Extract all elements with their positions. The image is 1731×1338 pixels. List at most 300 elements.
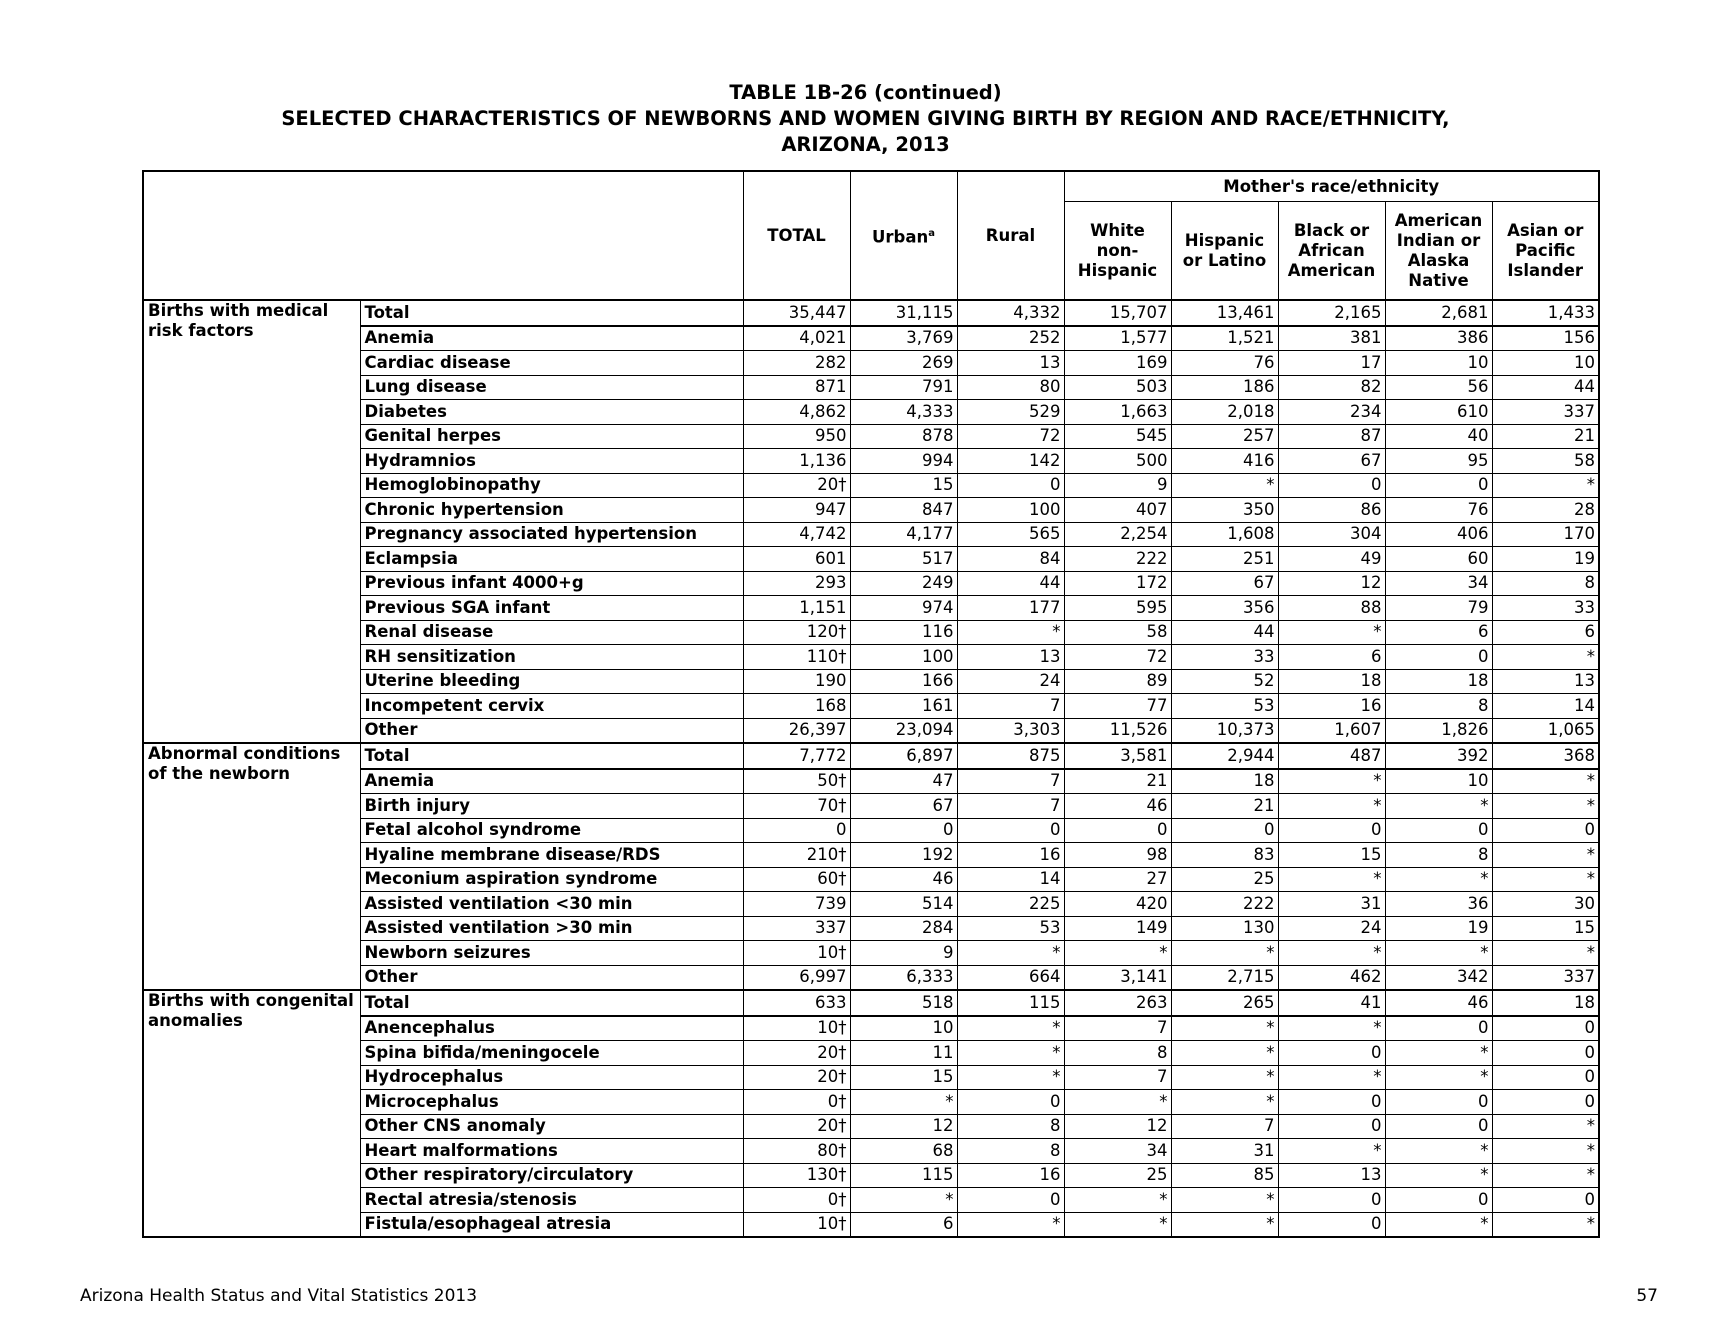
table-cell: 0	[1385, 645, 1492, 670]
table-cell: 72	[957, 424, 1064, 449]
table-cell: 130†	[743, 1163, 850, 1188]
table-cell: 169	[1064, 351, 1171, 376]
table-cell: 27	[1064, 867, 1171, 892]
table-cell: 871	[743, 375, 850, 400]
row-label: Eclampsia	[360, 547, 743, 572]
column-header-urban: Urban$^a$	[850, 171, 957, 300]
table-cell: 7	[957, 769, 1064, 794]
row-label: Hydramnios	[360, 449, 743, 474]
row-label: Newborn seizures	[360, 941, 743, 966]
table-cell: 337	[743, 916, 850, 941]
table-row	[143, 694, 1599, 719]
table-cell: 192	[850, 843, 957, 868]
table-cell: 33	[1492, 596, 1599, 621]
table-cell: 110†	[743, 645, 850, 670]
table-cell: 35,447	[743, 300, 850, 326]
row-label: Other respiratory/circulatory	[360, 1163, 743, 1188]
table-cell: *	[1385, 1139, 1492, 1164]
column-header-asian: Asian or Pacific Islander	[1492, 202, 1599, 301]
table-cell: 500	[1064, 449, 1171, 474]
table-cell: 284	[850, 916, 957, 941]
table-cell: 950	[743, 424, 850, 449]
table-cell: 263	[1064, 990, 1171, 1016]
table-cell: 28	[1492, 498, 1599, 523]
row-label: Hyaline membrane disease/RDS	[360, 843, 743, 868]
table-cell: 0	[1171, 818, 1278, 843]
table-cell: 0	[1278, 1041, 1385, 1066]
table-cell: 4,742	[743, 522, 850, 547]
table-cell: 72	[1064, 645, 1171, 670]
table-cell: 33	[1171, 645, 1278, 670]
column-header-black: Black or African American	[1278, 202, 1385, 301]
row-label: Anemia	[360, 769, 743, 794]
table-row	[143, 718, 1599, 743]
table-cell: 161	[850, 694, 957, 719]
table-cell: *	[957, 620, 1064, 645]
table-cell: 16	[957, 843, 1064, 868]
table-row	[143, 620, 1599, 645]
table-cell: 10	[850, 1016, 957, 1041]
table-cell: 2,254	[1064, 522, 1171, 547]
table-cell: 234	[1278, 400, 1385, 425]
row-label: Previous SGA infant	[360, 596, 743, 621]
table-cell: 13	[1278, 1163, 1385, 1188]
table-cell: 0	[1385, 818, 1492, 843]
table-cell: 44	[957, 571, 1064, 596]
table-cell: 1,826	[1385, 718, 1492, 743]
row-label: Total	[360, 300, 743, 326]
table-cell: *	[1385, 1212, 1492, 1237]
table-cell: 3,769	[850, 326, 957, 351]
table-cell: 342	[1385, 965, 1492, 990]
table-cell: 40	[1385, 424, 1492, 449]
table-cell: 120†	[743, 620, 850, 645]
row-label: RH sensitization	[360, 645, 743, 670]
table-cell: 46	[1385, 990, 1492, 1016]
table-cell: 14	[957, 867, 1064, 892]
table-cell: 34	[1385, 571, 1492, 596]
row-label: Anencephalus	[360, 1016, 743, 1041]
row-label: Heart malformations	[360, 1139, 743, 1164]
table-cell: 1,577	[1064, 326, 1171, 351]
table-cell: 8	[1064, 1041, 1171, 1066]
table-cell: 1,151	[743, 596, 850, 621]
table-subtitle: SELECTED CHARACTERISTICS OF NEWBORNS AND WOMEN GIVING BIRTH BY REGION AND RACE/ETHNICITY,	[281, 107, 1450, 130]
column-header-white: White non-Hispanic	[1064, 202, 1171, 301]
table-cell: 83	[1171, 843, 1278, 868]
table-cell: 0	[1385, 1114, 1492, 1139]
table-cell: 6	[1492, 620, 1599, 645]
table-cell: 4,862	[743, 400, 850, 425]
table-cell: 529	[957, 400, 1064, 425]
table-cell: *	[1492, 1212, 1599, 1237]
table-cell: 8	[1492, 571, 1599, 596]
row-label: Spina bifida/meningocele	[360, 1041, 743, 1066]
header-blank-cell	[143, 171, 743, 300]
table-cell: 19	[1492, 547, 1599, 572]
table-cell: 3,581	[1064, 743, 1171, 769]
table-row	[143, 424, 1599, 449]
table-cell: 875	[957, 743, 1064, 769]
table-cell: 177	[957, 596, 1064, 621]
table-row	[143, 449, 1599, 474]
table-cell: 13	[1492, 669, 1599, 694]
table-cell: 30	[1492, 892, 1599, 917]
table-cell: 19	[1385, 916, 1492, 941]
table-cell: 53	[957, 916, 1064, 941]
table-cell: 14	[1492, 694, 1599, 719]
row-label: Anemia	[360, 326, 743, 351]
table-cell: 545	[1064, 424, 1171, 449]
table-cell: 10	[1385, 769, 1492, 794]
table-row	[143, 1016, 1599, 1041]
table-cell: 34	[1064, 1139, 1171, 1164]
table-cell: *	[1385, 1065, 1492, 1090]
table-cell: 595	[1064, 596, 1171, 621]
table-row	[143, 990, 1599, 1016]
table-cell: 0	[1278, 818, 1385, 843]
table-cell: 20†	[743, 1114, 850, 1139]
table-cell: 95	[1385, 449, 1492, 474]
table-cell: 21	[1064, 769, 1171, 794]
row-label: Assisted ventilation >30 min	[360, 916, 743, 941]
table-cell: 0	[1278, 1188, 1385, 1213]
table-cell: *	[1278, 1016, 1385, 1041]
table-cell: 41	[1278, 990, 1385, 1016]
table-cell: 170	[1492, 522, 1599, 547]
table-cell: 13	[957, 645, 1064, 670]
table-row	[143, 547, 1599, 572]
row-label: Fetal alcohol syndrome	[360, 818, 743, 843]
table-cell: 31	[1171, 1139, 1278, 1164]
table-cell: *	[957, 1016, 1064, 1041]
table-cell: 1,433	[1492, 300, 1599, 326]
table-cell: 58	[1492, 449, 1599, 474]
table-cell: 282	[743, 351, 850, 376]
table-cell: 76	[1385, 498, 1492, 523]
table-cell: 386	[1385, 326, 1492, 351]
table-cell: 11	[850, 1041, 957, 1066]
table-cell: *	[1492, 473, 1599, 498]
table-cell: 2,944	[1171, 743, 1278, 769]
table-row	[143, 965, 1599, 990]
row-label: Cardiac disease	[360, 351, 743, 376]
table-cell: 304	[1278, 522, 1385, 547]
table-cell: 20†	[743, 1065, 850, 1090]
table-cell: 356	[1171, 596, 1278, 621]
table-cell: 0	[957, 1090, 1064, 1115]
table-cell: 31,115	[850, 300, 957, 326]
table-cell: 10†	[743, 941, 850, 966]
row-group-label: Abnormal conditions of the newborn	[143, 743, 360, 990]
table-row	[143, 1212, 1599, 1237]
row-label: Other	[360, 718, 743, 743]
table-cell: 15,707	[1064, 300, 1171, 326]
table-cell: 52	[1171, 669, 1278, 694]
table-cell: 1,521	[1171, 326, 1278, 351]
table-cell: 994	[850, 449, 957, 474]
table-row	[143, 769, 1599, 794]
table-cell: 0	[1278, 473, 1385, 498]
row-label: Rectal atresia/stenosis	[360, 1188, 743, 1213]
table-cell: 10†	[743, 1016, 850, 1041]
table-cell: *	[957, 1065, 1064, 1090]
table-cell: 0	[1278, 1090, 1385, 1115]
row-label: Uterine bleeding	[360, 669, 743, 694]
table-row	[143, 375, 1599, 400]
table-cell: *	[1171, 1090, 1278, 1115]
table-cell: 601	[743, 547, 850, 572]
table-cell: *	[1064, 1188, 1171, 1213]
table-cell: *	[1278, 941, 1385, 966]
row-label: Birth injury	[360, 794, 743, 819]
table-cell: *	[1171, 1212, 1278, 1237]
table-cell: 12	[1278, 571, 1385, 596]
table-cell: *	[1278, 620, 1385, 645]
table-cell: 15	[850, 1065, 957, 1090]
row-label: Chronic hypertension	[360, 498, 743, 523]
table-cell: 847	[850, 498, 957, 523]
table-cell: 337	[1492, 400, 1599, 425]
table-cell: *	[1278, 1065, 1385, 1090]
row-label: Incompetent cervix	[360, 694, 743, 719]
table-cell: 25	[1064, 1163, 1171, 1188]
table-cell: 0	[1492, 1188, 1599, 1213]
table-row	[143, 400, 1599, 425]
table-cell: 0	[1385, 1090, 1492, 1115]
table-cell: 252	[957, 326, 1064, 351]
table-cell: *	[1171, 1188, 1278, 1213]
table-cell: *	[1064, 1212, 1171, 1237]
table-cell: 156	[1492, 326, 1599, 351]
table-cell: 4,021	[743, 326, 850, 351]
table-cell: 293	[743, 571, 850, 596]
table-cell: 49	[1278, 547, 1385, 572]
table-cell: 53	[1171, 694, 1278, 719]
column-header-total: TOTAL	[743, 171, 850, 300]
table-cell: *	[1492, 843, 1599, 868]
table-cell: *	[1492, 1114, 1599, 1139]
table-cell: 56	[1385, 375, 1492, 400]
table-cell: 44	[1492, 375, 1599, 400]
row-label: Renal disease	[360, 620, 743, 645]
table-row	[143, 473, 1599, 498]
table-cell: 10,373	[1171, 718, 1278, 743]
row-label: Meconium aspiration syndrome	[360, 867, 743, 892]
table-cell: 67	[1278, 449, 1385, 474]
table-cell: 24	[1278, 916, 1385, 941]
table-cell: 222	[1064, 547, 1171, 572]
row-label: Other CNS anomaly	[360, 1114, 743, 1139]
table-cell: 514	[850, 892, 957, 917]
table-cell: 503	[1064, 375, 1171, 400]
table-cell: 265	[1171, 990, 1278, 1016]
table-cell: 6	[850, 1212, 957, 1237]
column-header-hispanic: Hispanic or Latino	[1171, 202, 1278, 301]
row-label: Lung disease	[360, 375, 743, 400]
table-cell: 0	[957, 818, 1064, 843]
table-cell: *	[957, 1041, 1064, 1066]
table-cell: *	[1492, 769, 1599, 794]
table-cell: *	[1064, 941, 1171, 966]
table-cell: 269	[850, 351, 957, 376]
table-row	[143, 1090, 1599, 1115]
table-cell: 13,461	[1171, 300, 1278, 326]
row-label: Total	[360, 990, 743, 1016]
row-group-label: Births with congenital anomalies	[143, 990, 360, 1237]
table-cell: 21	[1492, 424, 1599, 449]
table-row	[143, 1041, 1599, 1066]
table-cell: 610	[1385, 400, 1492, 425]
table-cell: *	[1492, 1163, 1599, 1188]
table-cell: 0	[957, 1188, 1064, 1213]
table-cell: 20†	[743, 1041, 850, 1066]
table-cell: 18	[1385, 669, 1492, 694]
table-body	[143, 300, 1599, 1237]
table-cell: 0	[1385, 1016, 1492, 1041]
table-cell: 0	[1492, 1090, 1599, 1115]
table-cell: *	[1385, 794, 1492, 819]
table-cell: 84	[957, 547, 1064, 572]
column-header-rural: Rural	[957, 171, 1064, 300]
table-cell: 12	[850, 1114, 957, 1139]
table-cell: *	[1171, 1016, 1278, 1041]
table-cell: 3,303	[957, 718, 1064, 743]
table-row	[143, 351, 1599, 376]
table-cell: 222	[1171, 892, 1278, 917]
table-cell: 89	[1064, 669, 1171, 694]
table-cell: 9	[1064, 473, 1171, 498]
table-cell: 487	[1278, 743, 1385, 769]
table-cell: 47	[850, 769, 957, 794]
table-cell: 1,608	[1171, 522, 1278, 547]
table-cell: 82	[1278, 375, 1385, 400]
table-cell: 18	[1171, 769, 1278, 794]
table-cell: 100	[850, 645, 957, 670]
table-cell: 462	[1278, 965, 1385, 990]
table-row	[143, 1139, 1599, 1164]
table-cell: 18	[1492, 990, 1599, 1016]
table-cell: 67	[1171, 571, 1278, 596]
row-label: Hemoglobinopathy	[360, 473, 743, 498]
table-cell: 60†	[743, 867, 850, 892]
table-row	[143, 1114, 1599, 1139]
table-cell: 46	[1064, 794, 1171, 819]
table-cell: *	[1385, 1163, 1492, 1188]
row-label: Total	[360, 743, 743, 769]
table-cell: 0	[1385, 473, 1492, 498]
table-cell: 416	[1171, 449, 1278, 474]
table-cell: 70†	[743, 794, 850, 819]
row-label: Assisted ventilation <30 min	[360, 892, 743, 917]
table-cell: 15	[1492, 916, 1599, 941]
table-cell: 6,997	[743, 965, 850, 990]
table-cell: 190	[743, 669, 850, 694]
table-row	[143, 1163, 1599, 1188]
table-cell: 0†	[743, 1188, 850, 1213]
table-cell: 98	[1064, 843, 1171, 868]
table-cell: 77	[1064, 694, 1171, 719]
table-cell: 67	[850, 794, 957, 819]
table-cell: 50†	[743, 769, 850, 794]
table-cell: 0	[1278, 1114, 1385, 1139]
table-row	[143, 498, 1599, 523]
table-cell: 2,715	[1171, 965, 1278, 990]
table-cell: 0	[1064, 818, 1171, 843]
table-cell: 20†	[743, 473, 850, 498]
table-cell: 3,141	[1064, 965, 1171, 990]
table-row	[143, 916, 1599, 941]
table-cell: 26,397	[743, 718, 850, 743]
table-cell: 79	[1385, 596, 1492, 621]
table-cell: 25	[1171, 867, 1278, 892]
table-cell: 407	[1064, 498, 1171, 523]
table-cell: 76	[1171, 351, 1278, 376]
table-cell: 8	[957, 1139, 1064, 1164]
table-cell: 24	[957, 669, 1064, 694]
table-cell: 31	[1278, 892, 1385, 917]
table-cell: 2,165	[1278, 300, 1385, 326]
row-label: Fistula/esophageal atresia	[360, 1212, 743, 1237]
table-cell: 168	[743, 694, 850, 719]
table-cell: 565	[957, 522, 1064, 547]
table-cell: 85	[1171, 1163, 1278, 1188]
table-cell: 23,094	[850, 718, 957, 743]
table-cell: 0	[1492, 1016, 1599, 1041]
table-cell: 16	[957, 1163, 1064, 1188]
table-cell: 100	[957, 498, 1064, 523]
table-cell: 8	[1385, 694, 1492, 719]
table-cell: 1,607	[1278, 718, 1385, 743]
table-cell: 0	[1492, 1041, 1599, 1066]
table-row	[143, 892, 1599, 917]
table-cell: 172	[1064, 571, 1171, 596]
table-cell: 878	[850, 424, 957, 449]
row-label: Pregnancy associated hypertension	[360, 522, 743, 547]
footnote-marker: a	[928, 227, 935, 239]
table-cell: *	[850, 1188, 957, 1213]
table-cell: 381	[1278, 326, 1385, 351]
table-row	[143, 843, 1599, 868]
row-label: Previous infant 4000+g	[360, 571, 743, 596]
table-cell: 0	[1492, 818, 1599, 843]
table-cell: *	[1171, 473, 1278, 498]
table-cell: 7	[1064, 1065, 1171, 1090]
table-row	[143, 669, 1599, 694]
table-cell: *	[1385, 1041, 1492, 1066]
table-cell: 130	[1171, 916, 1278, 941]
table-cell: 7	[957, 694, 1064, 719]
table-cell: 2,018	[1171, 400, 1278, 425]
table-cell: *	[1278, 794, 1385, 819]
table-cell: 86	[1278, 498, 1385, 523]
table-cell: 225	[957, 892, 1064, 917]
table-cell: 46	[850, 867, 957, 892]
table-cell: 6,333	[850, 965, 957, 990]
table-cell: 0	[1492, 1065, 1599, 1090]
table-cell: 406	[1385, 522, 1492, 547]
table-cell: 947	[743, 498, 850, 523]
table-cell: 7	[1171, 1114, 1278, 1139]
table-row	[143, 1188, 1599, 1213]
row-label: Diabetes	[360, 400, 743, 425]
table-cell: 17	[1278, 351, 1385, 376]
table-row	[143, 596, 1599, 621]
table-cell: *	[1278, 1139, 1385, 1164]
table-cell: 4,332	[957, 300, 1064, 326]
table-cell: *	[1492, 941, 1599, 966]
table-cell: 2,681	[1385, 300, 1492, 326]
